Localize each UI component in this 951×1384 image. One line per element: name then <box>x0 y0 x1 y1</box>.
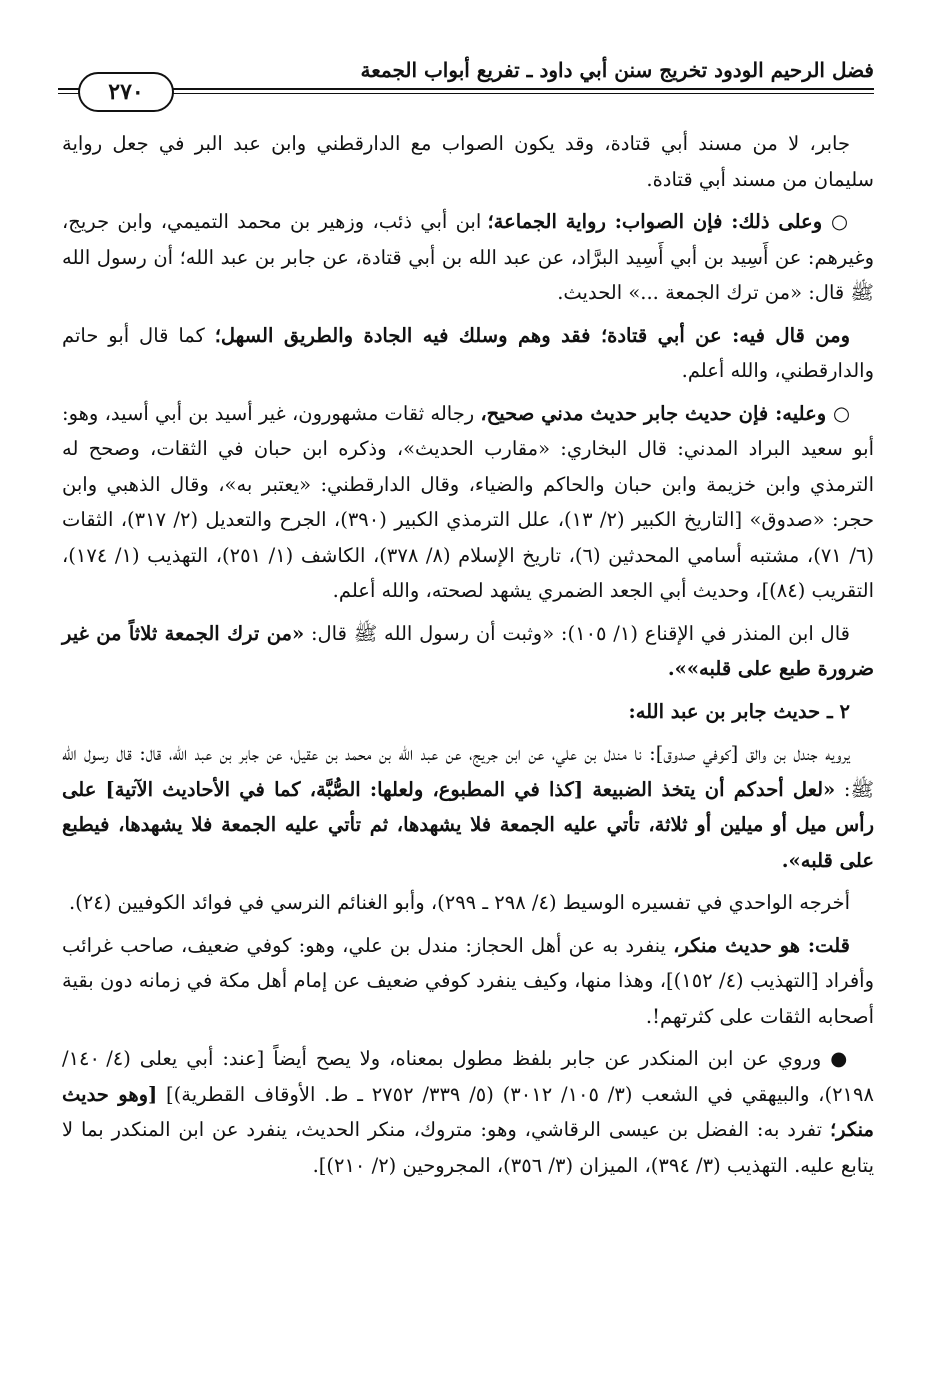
hadith-quote: «من ترك الجمعة ثلاثاً من غير ضرورة طبع على قلبه»». <box>62 621 874 680</box>
paragraph <box>62 126 874 197</box>
paragraph-text: جابر، لا من مسند أبي قتادة، وقد يكون الصواب مع الدارقطني وابن عبد البر في جعل رواية سليمان من مسند أبي قتادة. <box>62 132 874 191</box>
section-heading: ٢ ـ حديث جابر بن عبد الله: <box>628 699 850 723</box>
paragraph-text: ● وروي عن ابن المنكدر عن جابر بلفظ مطول بمعناه، ولا يصح أيضاً [عند: أبي يعلى (٤/ ١٤٠/ ٢١٩٨)، والبيهقي في الشعب (٣/ ١٠٥/ ٣٠١٢) (٥/ ٣٣٩/ ٢٧٥٢ ـ ط. الأوقاف القطرية)] <box>62 1047 874 1106</box>
paragraph <box>62 1041 874 1183</box>
paragraph-lead: ○ وعليه: فإن حديث جابر حديث مدني صحيح، <box>480 401 850 425</box>
hadith-quote: «لعل أحدكم أن يتخذ الضبيعة [كذا في المطبوع، ولعلها: الصُّبَّة، كما في الأحاديث الآتية] على رأس ميل أو ميلين أو ثلاثة، تأتي عليه الجمعة فلا يشهدها، ثم تأتي عليه الجمعة فلا يشهدها، فيطبع على قلبه». <box>62 777 874 872</box>
paragraph-text: ابن أبي ذئب، وزهير بن محمد التميمي، وابن جريج، وغيرهم: عن أَسِيد بن أبي أَسِيد البرَّاد، عن عبد الله بن أبي قتادة، عن جابر بن عبد الله؛ أن رسول الله ﷺ قال: «من ترك الجمعة ...» الحديث. <box>62 210 874 304</box>
paragraph-text: رجاله ثقات مشهورون، غير أسيد بن أبي أسيد، وهو: أبو سعيد البراد المدني: قال البخاري: «مقارب الحديث»، وذكره ابن حبان في الثقات، وصحح له الترمذي وابن خزيمة وابن حبان والحاكم والضياء، وقال الدارقطني: «يعتبر به»، وقال الذهبي وابن حجر: «صدوق» [التاريخ الكبير (٢/ ١٣)، علل الترمذي الكبير (٣٩٠)، الجرح والتعديل (٢/ ٣١٧)، الثقات (٦/ ٧١)، مشتبه أسامي المحدثين (٦)، تاريخ الإسلام (٨/ ٣٧٨)، الكاشف (١/ ٢٥١)، التهذيب (١/ ١٧٤)، التقريب (٨٤)]، وحديث أبي الجعد الضمري يشهد لصحته، والله أعلم. <box>62 401 875 602</box>
body-text <box>62 126 874 1190</box>
paragraph-text-continued: تفرد به: الفضل بن عيسى الرقاشي، وهو: متروك، منكر الحديث، ينفرد عن ابن المنكدر بما لا يتابع عليه. التهذيب (٣/ ٣٩٤)، الميزان (٣/ ٣٥٦)، المجروحين (٢/ ٢١٠)]. <box>62 1118 874 1177</box>
paragraph-lead: قلت: هو حديث منكر، <box>673 933 850 957</box>
paragraph <box>62 885 874 921</box>
paragraph-text: ينفرد به عن أهل الحجاز: مندل بن علي، وهو: كوفي ضعيف، صاحب غرائب وأفراد [التهذيب (٤/ ١٥٢)]، وهذا منها، وكيف ينفرد كوفي ضعيف عن إمام أهل مكة في زمانه دون بقية أصحابه الثقات على كثرتهم!. <box>62 933 874 1028</box>
paragraph-verdict: [وهو حديث منكر؛ <box>62 1082 874 1141</box>
paragraph-lead: ومن قال فيه: عن أبي قتادة؛ فقد وهم وسلك فيه الجادة والطريق السهل؛ <box>214 323 850 347</box>
paragraph <box>62 736 874 878</box>
paragraph-text: أخرجه الواحدي في تفسيره الوسيط (٤/ ٢٩٨ ـ ٢٩٩)، وأبو الغنائم النرسي في فوائد الكوفيين (٢٤). <box>68 891 850 914</box>
paragraph <box>62 928 874 1035</box>
page-number: ٢٧٠ <box>78 72 174 112</box>
page-header <box>58 56 874 116</box>
header-rule <box>58 88 874 90</box>
paragraph-text: قال ابن المنذر في الإقناع (١/ ١٠٥): «وثبت أن رسول الله ﷺ قال: <box>304 621 850 645</box>
paragraph <box>62 616 874 687</box>
paragraph <box>62 318 874 389</box>
header-rule-thin <box>58 93 874 94</box>
running-title: فضل الرحيم الودود تخريج سنن أبي داود ـ تفريع أبواب الجمعة <box>360 58 874 82</box>
paragraph <box>62 204 874 311</box>
paragraph <box>62 396 874 609</box>
paragraph-text: كما قال أبو حاتم والدارقطني، والله أعلم. <box>62 323 874 382</box>
paragraph-text: يرويه جندل بن والق [كوفي صدوق]: نا مندل بن علي، عن ابن جريج، عن عبد الله بن محمد بن عقيل، عن جابر بن عبد الله، قال: قال رسول الله ﷺ: <box>62 742 874 801</box>
paragraph-lead: ○ وعلى ذلك: فإن الصواب: رواية الجماعة؛ <box>487 210 850 233</box>
